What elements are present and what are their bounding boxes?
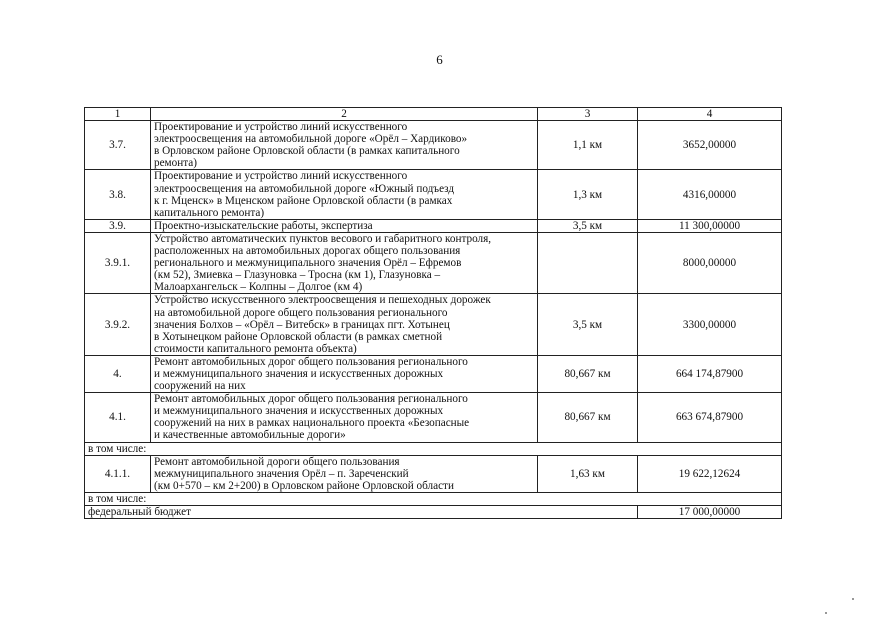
description-line: в Хотынецком районе Орловской области (в рамках сметной: [154, 330, 443, 343]
description-line: к г. Мценск» в Мценском районе Орловской области (в рамках: [154, 194, 453, 207]
table-row: [85, 232, 782, 293]
description-line: электроосвещения на автомобильной дороге «Южный подъезд: [154, 182, 455, 195]
item-number-cell: 4.: [85, 355, 151, 392]
item-number-cell: 4.1.1.: [85, 455, 151, 492]
description-line: Проектно-изыскательские работы, экспертиза: [154, 219, 373, 232]
description-line: Устройство искусственного электроосвещения и пешеходных дорожек: [154, 294, 491, 307]
description-line: расположенных на автомобильных дорогах общего пользования: [154, 245, 461, 258]
description-line: межмуниципального значения Орёл – п. Зареченский: [154, 467, 409, 480]
description-line: электроосвещения на автомобильной дороге «Орёл – Хардиково»: [154, 133, 468, 146]
description-line: Устройство автоматических пунктов весового и габаритного контроля,: [154, 232, 492, 245]
amount-cell: 3652,00000: [638, 121, 782, 170]
item-number-cell: 4.1.: [85, 393, 151, 442]
table-row: [85, 393, 782, 442]
description-line: (км 52), Змиевка – Глазуновка – Тросна (км 1), Глазуновка –: [154, 269, 441, 282]
description-line: (км 0+570 – км 2+200) в Орловском районе Орловской области: [154, 479, 454, 492]
item-number-cell: 3.8.: [85, 170, 151, 219]
table-row: [85, 121, 782, 170]
length-cell: 1,1 км: [538, 121, 638, 170]
description-line: и межмуниципального значения и искусственных дорожных: [154, 367, 444, 380]
table-row: [85, 455, 782, 492]
scan-speck: [825, 612, 827, 614]
page-number: 6: [436, 52, 443, 67]
length-cell: 3,5 км: [538, 294, 638, 355]
item-number-cell: 3.9.: [85, 219, 151, 232]
item-number-cell: 3.9.1.: [85, 232, 151, 293]
budget-table: [84, 107, 782, 519]
amount-cell: 3300,00000: [638, 294, 782, 355]
description-cell: [151, 232, 538, 293]
header-row: [85, 108, 782, 121]
table-row: [85, 294, 782, 355]
column-number-cell: 3: [538, 108, 638, 121]
length-cell: 3,5 км: [538, 219, 638, 232]
length-cell: 1,63 км: [538, 455, 638, 492]
table-row: [85, 219, 782, 232]
description-line: на автомобильной дороге общего пользования регионального: [154, 306, 448, 319]
amount-cell: 17 000,00000: [638, 506, 782, 519]
length-cell: [538, 232, 638, 293]
description-line: Малоархангельск – Колпны – Долгое (км 4): [154, 281, 363, 294]
description-line: и качественные автомобильные дороги»: [154, 429, 346, 442]
item-number-cell: 3.7.: [85, 121, 151, 170]
amount-cell: 664 174,87900: [638, 355, 782, 392]
amount-cell: 4316,00000: [638, 170, 782, 219]
item-number-cell: 3.9.2.: [85, 294, 151, 355]
description-line: сооружений на них: [154, 380, 246, 393]
funding-source-cell: федеральный бюджет: [85, 506, 638, 519]
description-cell: [151, 121, 538, 170]
description-line: и межмуниципального значения и искусственных дорожных: [154, 405, 444, 418]
description-line: сооружений на них в рамках национального проекта «Безопасные: [154, 417, 470, 430]
column-number-cell: 4: [638, 108, 782, 121]
column-number-cell: 1: [85, 108, 151, 121]
amount-cell: 11 300,00000: [638, 219, 782, 232]
description-line: регионального и межмуниципального значения Орёл – Ефремов: [154, 257, 462, 270]
description-line: значения Болхов – «Орёл – Витебск» в границах пгт. Хотынец: [154, 318, 450, 331]
length-cell: 80,667 км: [538, 355, 638, 392]
description-cell: [151, 355, 538, 392]
description-cell: [151, 393, 538, 442]
length-cell: 1,3 км: [538, 170, 638, 219]
table-row: [85, 492, 782, 505]
description-cell: [151, 170, 538, 219]
table-row: [85, 442, 782, 455]
section-label-cell: в том числе:: [85, 492, 782, 505]
description-cell: [151, 294, 538, 355]
description-line: Проектирование и устройство линий искусственного: [154, 170, 408, 183]
description-line: капитального ремонта): [154, 206, 265, 219]
description-line: стоимости капитального ремонта объекта): [154, 342, 357, 355]
column-number-cell: 2: [151, 108, 538, 121]
description-cell: [151, 455, 538, 492]
description-line: Проектирование и устройство линий искусственного: [154, 121, 408, 134]
description-line: ремонта): [154, 157, 197, 170]
description-line: Ремонт автомобильных дорог общего пользования регионального: [154, 393, 468, 406]
table-row: [85, 355, 782, 392]
description-line: в Орловском районе Орловской области (в рамках капитального: [154, 145, 460, 158]
section-label-cell: в том числе:: [85, 442, 782, 455]
table-row: [85, 506, 782, 519]
scan-speck: [852, 598, 854, 600]
table-row: [85, 170, 782, 219]
length-cell: 80,667 км: [538, 393, 638, 442]
description-cell: [151, 219, 538, 232]
amount-cell: 663 674,87900: [638, 393, 782, 442]
amount-cell: 8000,00000: [638, 232, 782, 293]
amount-cell: 19 622,12624: [638, 455, 782, 492]
description-line: Ремонт автомобильной дороги общего пользования: [154, 455, 400, 468]
description-line: Ремонт автомобильных дорог общего пользования регионального: [154, 355, 468, 368]
